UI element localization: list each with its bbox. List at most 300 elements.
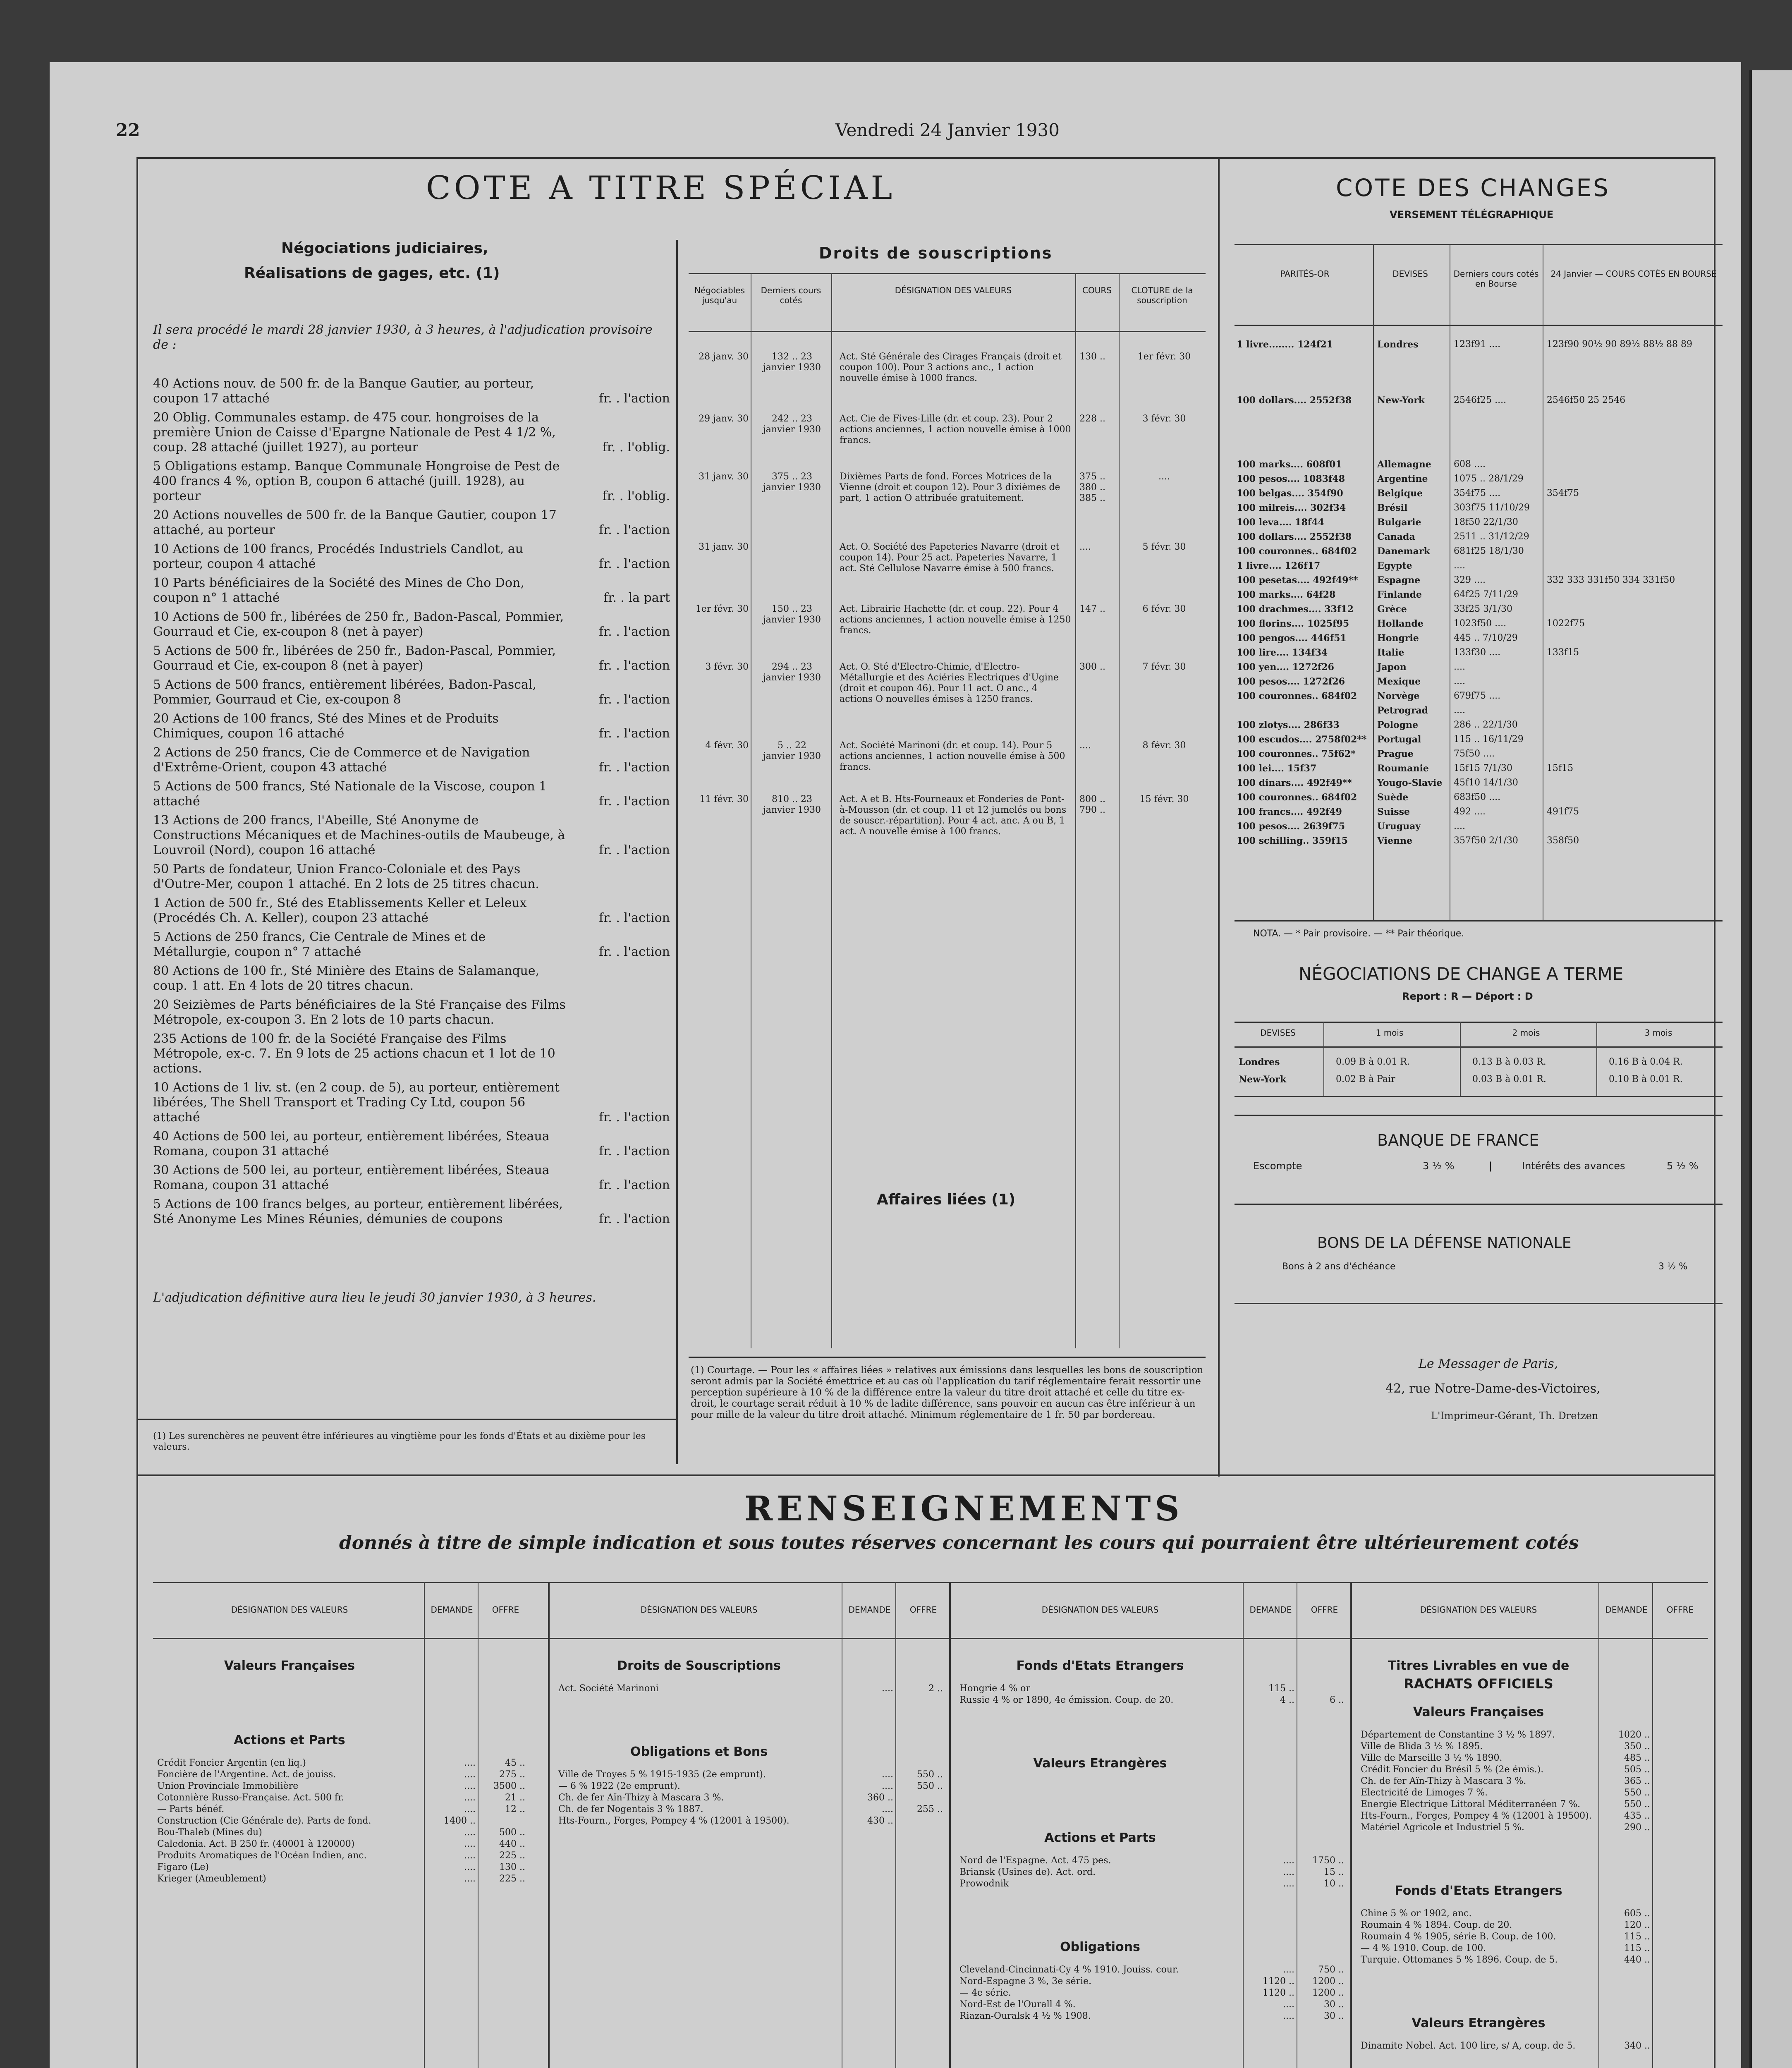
changes-devise: Finlande xyxy=(1377,589,1422,600)
rens-row-demande: .... xyxy=(1283,1965,1294,1975)
rens-row-demande: 290 .. xyxy=(1624,1822,1650,1833)
rens-row-demande: .... xyxy=(882,1769,893,1780)
souscriptions-col-rule xyxy=(831,273,832,1348)
changes-dernier: 681f25 18/1/30 xyxy=(1454,546,1524,556)
adjudication-item xyxy=(153,1197,670,1227)
souscription-last: 375 .. 23 janvier 1930 xyxy=(763,472,821,493)
rens-row-offre: 1200 .. xyxy=(1312,1976,1344,1987)
rens-row-name: Figaro (Le) xyxy=(157,1862,209,1872)
rens-row-name: Riazan-Ouralsk 4 ½ % 1908. xyxy=(959,2011,1091,2021)
changes-devise: Argentine xyxy=(1377,474,1428,484)
rens-row-offre: 30 .. xyxy=(1324,1999,1344,2010)
rens-row-demande: .... xyxy=(464,1827,476,1838)
changes-cours: 332 333 331f50 334 331f50 xyxy=(1547,575,1675,585)
rens-row-name: Crédit Foncier du Brésil 5 % (2e émis.). xyxy=(1361,1764,1544,1775)
rens-section-title: Actions et Parts xyxy=(234,1733,345,1747)
souscription-date: 28 janv. 30 xyxy=(699,352,749,362)
souscription-cloture: 7 févr. 30 xyxy=(1142,662,1186,672)
rens-row-demande: .... xyxy=(882,1781,893,1791)
souscription-last: 294 .. 23 janvier 1930 xyxy=(763,662,821,683)
changes-parite: 100 francs.... 492f49 xyxy=(1237,807,1342,817)
changes-parite: 100 yen.... 1272f26 xyxy=(1237,662,1334,673)
rens-row-offre: 45 .. xyxy=(505,1758,525,1768)
divider-renseignements xyxy=(136,1474,1714,1476)
rens-header-top xyxy=(153,1582,1708,1583)
changes-parite: 100 florins.... 1025f95 xyxy=(1237,618,1349,629)
rens-row-demande: 485 .. xyxy=(1624,1753,1650,1763)
terme-devise: New-York xyxy=(1239,1074,1287,1085)
changes-dernier: .... xyxy=(1454,560,1465,571)
changes-dernier: 75f50 .... xyxy=(1454,749,1495,759)
rens-row-demande: .... xyxy=(464,1850,476,1861)
adjudication-item xyxy=(153,542,670,572)
courtage-rule xyxy=(689,1357,1206,1358)
terme-rule xyxy=(1235,1022,1723,1023)
rens-row-offre: 10 .. xyxy=(1324,1879,1344,1889)
signature-line2: 42, rue Notre-Dame-des-Victoires, xyxy=(1385,1381,1601,1396)
rens-row-demande: 120 .. xyxy=(1624,1920,1650,1930)
rens-row-demande: 365 .. xyxy=(1624,1776,1650,1786)
changes-dernier: 329 .... xyxy=(1454,575,1486,585)
rens-row-name: Turquie. Ottomanes 5 % 1896. Coup. de 5. xyxy=(1361,1955,1558,1965)
changes-dernier: 64f25 7/11/29 xyxy=(1454,589,1518,600)
souscription-date: 11 févr. 30 xyxy=(699,794,749,804)
divider-souscriptions xyxy=(676,240,678,1464)
rens-col-rule xyxy=(1243,1582,1244,2068)
changes-dernier: 133f30 .... xyxy=(1454,647,1501,658)
avances-label: Intérêts des avances xyxy=(1522,1160,1625,1172)
rens-row-demande: .... xyxy=(464,1781,476,1791)
item-unit: fr. . l'action xyxy=(599,911,670,925)
souscription-desc: Act. A et B. Hts-Fourneaux et Fonderies de Pont-à-Mousson (dr. et coup. 11 et 12 jumelés ou bons de souscr.-répartition). Pour 4 act. anc. A ou B, 1 act. A nouvelle émise à 100 francs. xyxy=(840,794,1067,837)
rens-header-designation: DÉSIGNATION DES VALEURS xyxy=(640,1605,758,1615)
item-unit: fr. . l'action xyxy=(599,1144,670,1158)
terme-col-header: DEVISES xyxy=(1260,1028,1296,1038)
bons-label: Bons à 2 ans d'échéance xyxy=(1282,1261,1396,1272)
changes-parite: 100 marks.... 608f01 xyxy=(1237,459,1342,470)
rens-row-demande: 430 .. xyxy=(867,1816,893,1826)
changes-dernier: 1023f50 .... xyxy=(1454,618,1507,629)
rens-row-name: Nord-Est de l'Ourall 4 %. xyxy=(959,1999,1076,2010)
souscription-cloture: 8 févr. 30 xyxy=(1142,740,1186,751)
rens-row-demande: 550 .. xyxy=(1624,1788,1650,1798)
changes-parite: 100 dollars.... 2552f38 xyxy=(1237,531,1352,542)
changes-parite: 100 leva.... 18f44 xyxy=(1237,517,1324,528)
rens-group-rule xyxy=(548,1582,550,2068)
rens-row-demande: 440 .. xyxy=(1624,1955,1650,1965)
souscription-desc: Act. O. Sté d'Electro-Chimie, d'Electro-Métallurgie et des Aciéries Electriques d'Ugine (droit et coupon 46). Pour 11 act. O anc., 4 actions O nouvelles émises à 1250 francs. xyxy=(840,662,1059,704)
rens-row-name: — 4 % 1910. Coup. de 100. xyxy=(1361,1943,1486,1953)
rens-row-name: Ch. de fer Nogentais 3 % 1887. xyxy=(558,1804,703,1814)
changes-col-header: PARITÉS-OR xyxy=(1280,269,1330,279)
terme-col-header: 1 mois xyxy=(1376,1028,1404,1038)
bons-rule xyxy=(1235,1204,1723,1205)
rens-col-rule xyxy=(424,1582,425,2068)
rens-section-title: Valeurs Françaises xyxy=(1413,1705,1544,1719)
banque-title: BANQUE DE FRANCE xyxy=(1377,1131,1539,1149)
adjudication-item xyxy=(153,508,670,538)
rens-row-offre: 6 .. xyxy=(1330,1695,1344,1705)
changes-devise: Hongrie xyxy=(1377,633,1419,644)
terme-devise: Londres xyxy=(1239,1057,1280,1068)
souscriptions-col-header: CLOTURE de la souscription xyxy=(1131,285,1193,305)
rens-section-title: Fonds d'Etats Etrangers xyxy=(1016,1659,1184,1673)
item-unit: fr. . l'action xyxy=(599,692,670,707)
left-footnote: (1) Les surenchères ne peuvent être inférieures au vingtième pour les fonds d'États et au dixième pour les valeurs. xyxy=(153,1431,646,1452)
souscriptions-header-top xyxy=(689,273,1206,274)
cote-special-title: COTE A TITRE SPÉCIAL xyxy=(426,170,896,207)
renseignements-subtitle: donnés à titre de simple indication et sous toutes réserves concernant les cours qui pourraient être ultérieurement cotés xyxy=(339,1532,1579,1553)
rens-row-demande: .... xyxy=(882,1683,893,1694)
changes-parite: 100 schilling.. 359f15 xyxy=(1237,835,1348,846)
item-text: 13 Actions de 200 francs, l'Abeille, Sté Anonyme de Constructions Mécaniques et de Machines-outils de Maubeuge, à Louvroil (Nord), coupon 16 attaché xyxy=(153,813,565,857)
rens-row-name: Russie 4 % or 1890, 4e émission. Coup. de 20. xyxy=(959,1695,1174,1705)
item-text: 20 Actions de 100 francs, Sté des Mines et de Produits Chimiques, coupon 16 attaché xyxy=(153,711,499,741)
rens-row-offre: 255 .. xyxy=(917,1804,943,1814)
rens-section-title: Actions et Parts xyxy=(1044,1831,1156,1845)
item-text: 20 Oblig. Communales estamp. de 475 cour. hongroises de la première Union de Caisse d'Epargne Nationale de Pest 4 1/2 %, coup. 28 attaché (juillet 1927), au porteur xyxy=(153,410,556,455)
souscription-cours: 375 .. 380 .. 385 .. xyxy=(1079,472,1105,503)
souscription-date: 4 févr. 30 xyxy=(705,740,749,751)
rens-row-demande: .... xyxy=(464,1793,476,1803)
rens-row-demande: 350 .. xyxy=(1624,1741,1650,1752)
changes-parite: 100 pesos.... 1083f48 xyxy=(1237,474,1345,484)
souscription-cours: 300 .. xyxy=(1079,662,1105,672)
rens-row-offre: 30 .. xyxy=(1324,2011,1344,2021)
rens-group-rule xyxy=(1350,1582,1352,2068)
souscriptions-col-header: Négociables jusqu'au xyxy=(694,285,745,305)
rens-row-demande: 115 .. xyxy=(1624,1932,1650,1942)
rens-section-title: Obligations et Bons xyxy=(630,1745,768,1759)
rens-row-offre: 275 .. xyxy=(499,1769,525,1780)
terme-m2: 0.03 B à 0.01 R. xyxy=(1472,1074,1546,1084)
souscription-desc: Act. Sté Générale des Cirages Français (droit et coupon 100). Pour 3 actions anc., 1 action nouvelle émise à 1000 francs. xyxy=(840,352,1062,383)
souscription-last: 5 .. 22 janvier 1930 xyxy=(763,740,821,761)
changes-parite: 100 couronnes.. 684f02 xyxy=(1237,792,1357,803)
rens-header-designation: DÉSIGNATION DES VALEURS xyxy=(1420,1605,1537,1615)
rens-row-demande: 605 .. xyxy=(1624,1908,1650,1919)
adjudication-item xyxy=(153,779,670,809)
changes-devise: Uruguay xyxy=(1377,821,1421,832)
item-unit: fr. . l'action xyxy=(599,843,670,857)
changes-cours: 2546f50 25 2546 xyxy=(1547,395,1626,405)
item-text: 50 Parts de fondateur, Union Franco-Coloniale et des Pays d'Outre-Mer, coupon 1 attaché. En 2 lots de 25 titres chacun. xyxy=(153,862,539,891)
changes-dernier: 2511 .. 31/12/29 xyxy=(1454,531,1529,542)
adjudication-list xyxy=(153,376,670,1231)
rens-row-offre: 550 .. xyxy=(917,1781,943,1791)
rens-row-offre: 15 .. xyxy=(1324,1867,1344,1877)
changes-header-top xyxy=(1235,244,1723,245)
rens-row-demande: .... xyxy=(464,1758,476,1768)
changes-devise: Canada xyxy=(1377,531,1415,542)
adjudication-item xyxy=(153,576,670,606)
changes-devise: Allemagne xyxy=(1377,459,1431,470)
adjudication-item xyxy=(153,998,670,1027)
changes-devise: Pologne xyxy=(1377,720,1419,730)
changes-devise: Belgique xyxy=(1377,488,1423,499)
souscription-cours: 800 .. 790 .. xyxy=(1079,794,1105,815)
page-number: 22 xyxy=(116,120,140,140)
changes-parite: 100 belgas.... 354f90 xyxy=(1237,488,1343,499)
changes-dernier: 115 .. 16/11/29 xyxy=(1454,734,1524,744)
courtage-footnote: (1) Courtage. — Pour les « affaires liées » relatives aux émissions dans lesquelles les bons de souscription seront admis par la Société émettrice et au cas où l'application du tarif réglementaire ferait ressortir une perception supérieure à 10 % de la différence entre la valeur du titre droit attaché et celle du titre ex-droit, le courtage serait réduit à 10 % de ladite différence, sans pouvoir en aucun cas être inférieur à un pour mille de la valeur du titre droit attaché. Minimum réglementaire de 1 fr. 50 par bordereau. xyxy=(691,1365,1203,1420)
changes-parite: 100 milreis.... 302f34 xyxy=(1237,503,1346,513)
rens-row-offre: 225 .. xyxy=(499,1874,525,1884)
changes-parite: 1 livre........ 124f21 xyxy=(1237,339,1333,350)
item-text: 20 Seizièmes de Parts bénéficiaires de la Sté Française des Films Métropole, ex-coupon 3. En 2 lots de 10 parts chacun. xyxy=(153,998,566,1027)
rens-row-name: Roumain 4 % 1905, série B. Coup. de 100. xyxy=(1361,1932,1556,1942)
changes-dernier: 608 .... xyxy=(1454,459,1486,469)
rens-row-name: Ville de Troyes 5 % 1915-1935 (2e emprunt). xyxy=(558,1769,766,1780)
terme-col-header: 2 mois xyxy=(1512,1028,1540,1038)
item-unit: fr. . l'oblig. xyxy=(602,489,670,503)
changes-note: NOTA. — * Pair provisoire. — ** Pair théorique. xyxy=(1253,929,1464,939)
rens-col-rule xyxy=(895,1582,896,2068)
souscription-cloture: 15 févr. 30 xyxy=(1139,794,1189,804)
changes-dernier: .... xyxy=(1454,821,1465,831)
rens-row-name: Ch. de fer Aïn-Thizy à Mascara 3 %. xyxy=(558,1793,724,1803)
rens-row-name: Hts-Fourn., Forges, Pompey 4 % (12001 à 19500). xyxy=(1361,1811,1592,1821)
adjudication-item xyxy=(153,930,670,960)
changes-header-bottom xyxy=(1235,325,1723,326)
rens-row-demande: .... xyxy=(464,1804,476,1814)
rens-row-demande: 115 .. xyxy=(1268,1683,1294,1694)
adjudication-item xyxy=(153,711,670,741)
changes-parite: 100 pesos.... 2639f75 xyxy=(1237,821,1345,832)
adjudication-item xyxy=(153,813,670,858)
souscriptions-col-rule xyxy=(1075,273,1076,1348)
adjudication-item xyxy=(153,410,670,455)
changes-devise: Italie xyxy=(1377,647,1404,658)
rens-row-name: Ville de Marseille 3 ½ % 1890. xyxy=(1361,1753,1503,1763)
rens-header-offre: OFFRE xyxy=(1666,1605,1694,1615)
changes-cours: 1022f75 xyxy=(1547,618,1585,629)
changes-dernier: 33f25 3/1/30 xyxy=(1454,604,1512,614)
rens-row-name: Crédit Foncier Argentin (en liq.) xyxy=(157,1758,306,1768)
souscription-date: 31 janv. 30 xyxy=(699,472,749,482)
rens-row-demande: 1020 .. xyxy=(1618,1730,1650,1740)
affaires-liees-heading: Affaires liées (1) xyxy=(877,1191,1016,1208)
item-unit: fr. . l'action xyxy=(599,523,670,537)
rens-col-rule xyxy=(1652,1582,1653,2068)
rens-row-demande: 360 .. xyxy=(867,1793,893,1803)
item-unit: fr. . l'action xyxy=(599,760,670,775)
souscriptions-col-header: Derniers cours cotés xyxy=(761,285,821,305)
rens-row-demande: .... xyxy=(1283,1855,1294,1866)
rens-row-demande: 340 .. xyxy=(1624,2041,1650,2051)
changes-title: COTE DES CHANGES xyxy=(1336,174,1610,202)
changes-cours: 358f50 xyxy=(1547,835,1579,846)
changes-devise: Egypte xyxy=(1377,560,1412,571)
item-text: 235 Actions de 100 fr. de la Société Française des Films Métropole, ex-c. 7. En 9 lots de 25 actions chacun et 1 lot de 10 actions. xyxy=(153,1032,555,1076)
rens-row-offre: 130 .. xyxy=(499,1862,525,1872)
changes-dernier: 45f10 14/1/30 xyxy=(1454,778,1518,788)
rens-row-offre: 2 .. xyxy=(928,1683,943,1694)
rens-section-title: Droits de Souscriptions xyxy=(617,1659,781,1673)
changes-col-header: Derniers cours cotés en Bourse xyxy=(1453,269,1539,289)
escompte-label: Escompte xyxy=(1253,1160,1302,1172)
rens-row-offre: 440 .. xyxy=(499,1839,525,1849)
changes-devise: Suède xyxy=(1377,792,1409,803)
changes-devise: Hollande xyxy=(1377,618,1424,629)
changes-parite: 100 marks.... 64f28 xyxy=(1237,589,1336,600)
item-text: 10 Actions de 100 francs, Procédés Industriels Candlot, au porteur, coupon 4 attaché xyxy=(153,542,524,571)
changes-dernier: 1075 .. 28/1/29 xyxy=(1454,474,1524,484)
rens-row-name: Krieger (Ameublement) xyxy=(157,1874,266,1884)
rens-section-title: Valeurs Etrangères xyxy=(1033,1756,1167,1771)
rens-header-bottom xyxy=(153,1638,1708,1639)
item-text: 80 Actions de 100 fr., Sté Minière des Etains de Salamanque, coup. 1 att. En 4 lots de 20 titres chacun. xyxy=(153,964,540,993)
rens-col-rule xyxy=(478,1582,479,2068)
terme-m3: 0.16 B à 0.04 R. xyxy=(1609,1057,1683,1067)
souscription-date: 1er févr. 30 xyxy=(695,604,749,614)
changes-dernier: 683f50 .... xyxy=(1454,792,1501,802)
banque-rule xyxy=(1235,1115,1723,1116)
rens-row-demande: 1400 .. xyxy=(444,1816,476,1826)
item-unit: fr. . l'action xyxy=(599,794,670,809)
rens-row-offre: 12 .. xyxy=(505,1804,525,1814)
changes-col-rule xyxy=(1373,244,1374,920)
souscription-cours: 147 .. xyxy=(1079,604,1105,614)
rens-row-name: Prowodnik xyxy=(959,1879,1009,1889)
adjudication-item xyxy=(153,896,670,926)
renseignements-title: RENSEIGNEMENTS xyxy=(744,1489,1184,1529)
adjudication-item xyxy=(153,745,670,775)
rens-row-offre: 225 .. xyxy=(499,1850,525,1861)
souscription-cloture: 5 févr. 30 xyxy=(1142,542,1186,552)
changes-parite: 100 lire.... 134f34 xyxy=(1237,647,1328,658)
changes-cours: 354f75 xyxy=(1547,488,1579,498)
item-unit: fr. . l'action xyxy=(599,1110,670,1125)
rens-header-demande: DEMANDE xyxy=(1605,1605,1648,1615)
item-text: 5 Actions de 500 francs, entièrement libérées, Badon-Pascal, Pommier, Gourraud et Cie, ex-coupon 8 xyxy=(153,677,537,707)
adjudication-item xyxy=(153,644,670,673)
terme-rule xyxy=(1235,1046,1723,1048)
changes-devise: Prague xyxy=(1377,749,1414,759)
rens-row-offre: 1750 .. xyxy=(1312,1855,1344,1866)
rens-row-demande: 4 .. xyxy=(1280,1695,1294,1705)
terme-col-header: 3 mois xyxy=(1644,1028,1672,1038)
rens-header-demande: DEMANDE xyxy=(1249,1605,1292,1615)
rens-row-name: Hongrie 4 % or xyxy=(959,1683,1030,1694)
changes-devise: Suisse xyxy=(1377,807,1410,817)
rens-row-name: Ch. de fer Aïn-Thizy à Mascara 3 %. xyxy=(1361,1776,1526,1786)
changes-devise: Portugal xyxy=(1377,734,1421,745)
rens-row-name: Caledonia. Act. B 250 fr. (40001 à 120000) xyxy=(157,1839,355,1849)
terme-m1: 0.09 B à 0.01 R. xyxy=(1336,1057,1410,1067)
changes-devise: Japon xyxy=(1377,662,1407,673)
rens-row-offre: 550 .. xyxy=(917,1769,943,1780)
item-unit: fr. . l'action xyxy=(599,1212,670,1226)
changes-cours: 491f75 xyxy=(1547,807,1579,817)
rens-row-name: Matériel Agricole et Industriel 5 %. xyxy=(1361,1822,1524,1833)
souscriptions-header-bottom xyxy=(689,331,1206,332)
rens-row-name: Union Provinciale Immobilière xyxy=(157,1781,299,1791)
adjudication-item xyxy=(153,862,670,892)
item-text: 5 Obligations estamp. Banque Communale Hongroise de Pest de 400 francs 4 %, option B, coupon 6 attaché (juill. 1928), au porteur xyxy=(153,459,560,503)
rens-row-name: Dinamite Nobel. Act. 100 lire, s/ A, coup. de 5. xyxy=(1361,2041,1576,2051)
rachats-title: RACHATS OFFICIELS xyxy=(1404,1676,1553,1692)
rens-row-name: Hts-Fourn., Forges, Pompey 4 % (12001 à 19500). xyxy=(558,1816,790,1826)
rens-row-offre: 1200 .. xyxy=(1312,1988,1344,1998)
rens-row-demande: .... xyxy=(464,1862,476,1872)
changes-parite: 100 pesos.... 1272f26 xyxy=(1237,676,1345,687)
realisations-heading: Réalisations de gages, etc. (1) xyxy=(244,265,500,282)
souscriptions-col-header: DÉSIGNATION DES VALEURS xyxy=(895,285,1012,295)
rens-group-rule xyxy=(949,1582,951,2068)
changes-dernier: 303f75 11/10/29 xyxy=(1454,503,1530,513)
changes-parite: 100 dinars.... 492f49** xyxy=(1237,778,1352,788)
changes-subtitle: VERSEMENT TÉLÉGRAPHIQUE xyxy=(1390,209,1554,220)
changes-devise: Brésil xyxy=(1377,503,1408,513)
item-text: 1 Action de 500 fr., Sté des Etablissements Keller et Leleux (Procédés Ch. A. Keller), coupon 23 attaché xyxy=(153,896,527,925)
adjacent-page-edge xyxy=(1749,70,1792,2068)
changes-dernier: .... xyxy=(1454,705,1465,716)
rens-row-demande: 1120 .. xyxy=(1263,1988,1294,1998)
rens-section-title: Valeurs Françaises xyxy=(224,1659,355,1673)
rens-row-name: Ville de Blida 3 ½ % 1895. xyxy=(1361,1741,1483,1752)
adjudication-item xyxy=(153,964,670,993)
changes-parite: 100 dollars.... 2552f38 xyxy=(1237,395,1352,406)
changes-devise: Londres xyxy=(1377,339,1419,350)
changes-devise: Danemark xyxy=(1377,546,1430,557)
rens-row-demande: 1120 .. xyxy=(1263,1976,1294,1987)
souscription-cours: .... xyxy=(1079,542,1091,552)
souscriptions-heading: Droits de souscriptions xyxy=(819,244,1053,262)
changes-devise: Norvège xyxy=(1377,691,1420,701)
adjudication-item xyxy=(153,1080,670,1125)
rens-row-name: Nord-Espagne 3 %, 3e série. xyxy=(959,1976,1092,1987)
rens-section-title: Obligations xyxy=(1060,1940,1140,1954)
terme-title: NÉGOCIATIONS DE CHANGE A TERME xyxy=(1299,964,1624,984)
item-text: 2 Actions de 250 francs, Cie de Commerce et de Navigation d'Extrême-Orient, coupon 43 attaché xyxy=(153,745,530,775)
changes-devise: Bulgarie xyxy=(1377,517,1421,528)
item-unit: fr. . l'action xyxy=(599,557,670,571)
rens-row-demande: 505 .. xyxy=(1624,1764,1650,1775)
changes-cours: 133f15 xyxy=(1547,647,1579,658)
rens-row-offre: 3500 .. xyxy=(493,1781,525,1791)
escompte-value: 3 ½ % xyxy=(1423,1160,1455,1172)
changes-parite: 100 zlotys.... 286f33 xyxy=(1237,720,1340,730)
souscription-cours: 228 .. xyxy=(1079,414,1105,424)
souscription-desc: Act. Librairie Hachette (dr. et coup. 22). Pour 4 actions anciennes, 1 action nouvelle émise à 1250 francs. xyxy=(840,604,1071,636)
changes-devise: Roumanie xyxy=(1377,763,1429,774)
terme-m1: 0.02 B à Pair xyxy=(1336,1074,1395,1084)
rens-header-designation: DÉSIGNATION DES VALEURS xyxy=(231,1605,348,1615)
rens-row-name: — Parts bénéf. xyxy=(157,1804,225,1814)
rens-section-title: Fonds d'Etats Etrangers xyxy=(1395,1884,1562,1898)
changes-parite: 100 drachmes.... 33f12 xyxy=(1237,604,1354,615)
souscription-last: 132 .. 23 janvier 1930 xyxy=(763,352,821,373)
rens-row-name: Foncière de l'Argentine. Act. de jouiss. xyxy=(157,1769,336,1780)
item-unit: fr. . l'action xyxy=(599,945,670,959)
rens-header-designation: DÉSIGNATION DES VALEURS xyxy=(1041,1605,1159,1615)
changes-parite: 100 escudos.... 2758f02** xyxy=(1237,734,1367,745)
changes-dernier: .... xyxy=(1454,662,1465,672)
adjudication-item xyxy=(153,610,670,639)
souscription-desc: Dixièmes Parts de fond. Forces Motrices de la Vienne (droit et coupon 12). Pour 3 dixièmes de part, 1 action O attribuée gratuitement. xyxy=(840,472,1060,503)
changes-dernier: 18f50 22/1/30 xyxy=(1454,517,1518,527)
rens-row-name: — 4e série. xyxy=(959,1988,1011,1998)
rens-header-demande: DEMANDE xyxy=(848,1605,891,1615)
changes-devise: New-York xyxy=(1377,395,1425,406)
rens-header-demande: DEMANDE xyxy=(431,1605,473,1615)
souscription-cloture: 1er févr. 30 xyxy=(1137,352,1191,362)
rens-row-demande: .... xyxy=(1283,1999,1294,2010)
rens-section-title: Valeurs Etrangères xyxy=(1412,2016,1546,2030)
changes-dernier: 492 .... xyxy=(1454,807,1486,817)
item-text: 10 Parts bénéficiaires de la Société des Mines de Cho Don, coupon n° 1 attaché xyxy=(153,576,524,605)
